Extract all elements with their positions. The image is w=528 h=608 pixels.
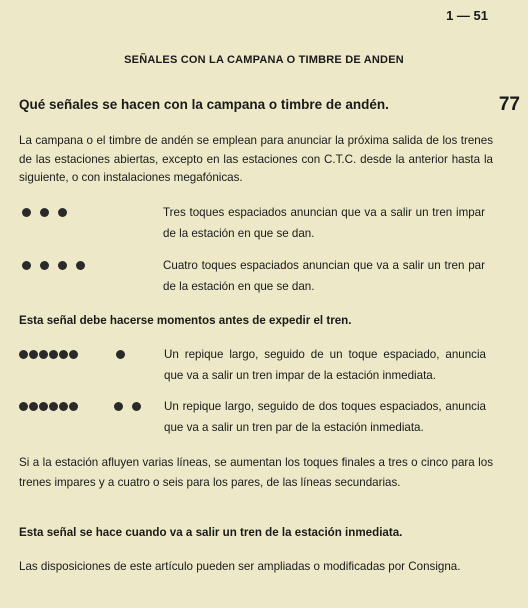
signal-text-repique-one: Un repique largo, seguido de un toque espaciado, anuncia que va a salir un tren impar de la estación inmediata. [164, 348, 486, 382]
note-inmediata: Esta señal se hace cuando va a salir un tren de la estación inmediata. [19, 526, 403, 539]
article-number: 77 [498, 94, 520, 115]
bell-stroke-dot [59, 350, 68, 359]
bell-stroke-dot [19, 402, 28, 411]
closing-paragraph: Las disposiciones de este artículo pueden ser ampliadas o modificadas por Consigna. [19, 560, 461, 573]
signal-text-repique-two: Un repique largo, seguido de dos toques espaciados, anuncia que va a salir un tren par de la estación inmediata. [164, 400, 486, 434]
bell-stroke-dot [49, 402, 58, 411]
question-heading: Qué señales se hacen con la campana o timbre de andén. [19, 97, 389, 112]
bell-stroke-dot [116, 350, 125, 359]
signal-text-four: Cuatro toques espaciados anuncian que va a salir un tren par de la estación en que se dan. [163, 259, 485, 293]
bell-stroke-dot [76, 261, 85, 270]
bell-stroke-dot [39, 350, 48, 359]
page-number: 1 — 51 [446, 8, 488, 23]
bell-stroke-dot [29, 402, 38, 411]
bell-stroke-dot [39, 402, 48, 411]
intro-paragraph: La campana o el timbre de andén se emplean para anunciar la próxima salida de los trenes de las estaciones abiertas, excepto en las estaciones con C.T.C. desde la anterior hasta la siguiente, o con instalaciones megafónicas. [19, 134, 493, 184]
bell-stroke-dot [29, 350, 38, 359]
lines-paragraph: Si a la estación afluyen varias líneas, se aumentan los toques finales a tres o cinco para los trenes impares y a cuatro o seis para los pares, de las líneas secundarias. [19, 456, 493, 489]
bell-stroke-dot [59, 402, 68, 411]
signal-text-three: Tres toques espaciados anuncian que va a salir un tren impar de la estación en que se dan. [163, 206, 485, 240]
bell-stroke-dot [22, 208, 31, 217]
bell-stroke-dot [40, 261, 49, 270]
bell-stroke-dot [114, 402, 123, 411]
bell-stroke-dot [22, 261, 31, 270]
bell-stroke-dot [40, 208, 49, 217]
bell-stroke-dot [132, 402, 141, 411]
bell-stroke-dot [69, 402, 78, 411]
bell-stroke-dot [49, 350, 58, 359]
note-before-dispatch: Esta señal debe hacerse momentos antes de expedir el tren. [19, 314, 352, 327]
bell-stroke-dot [58, 208, 67, 217]
bell-stroke-dot [19, 350, 28, 359]
bell-stroke-dot [69, 350, 78, 359]
section-title: SEÑALES CON LA CAMPANA O TIMBRE DE ANDEN [124, 54, 404, 66]
bell-stroke-dot [58, 261, 67, 270]
